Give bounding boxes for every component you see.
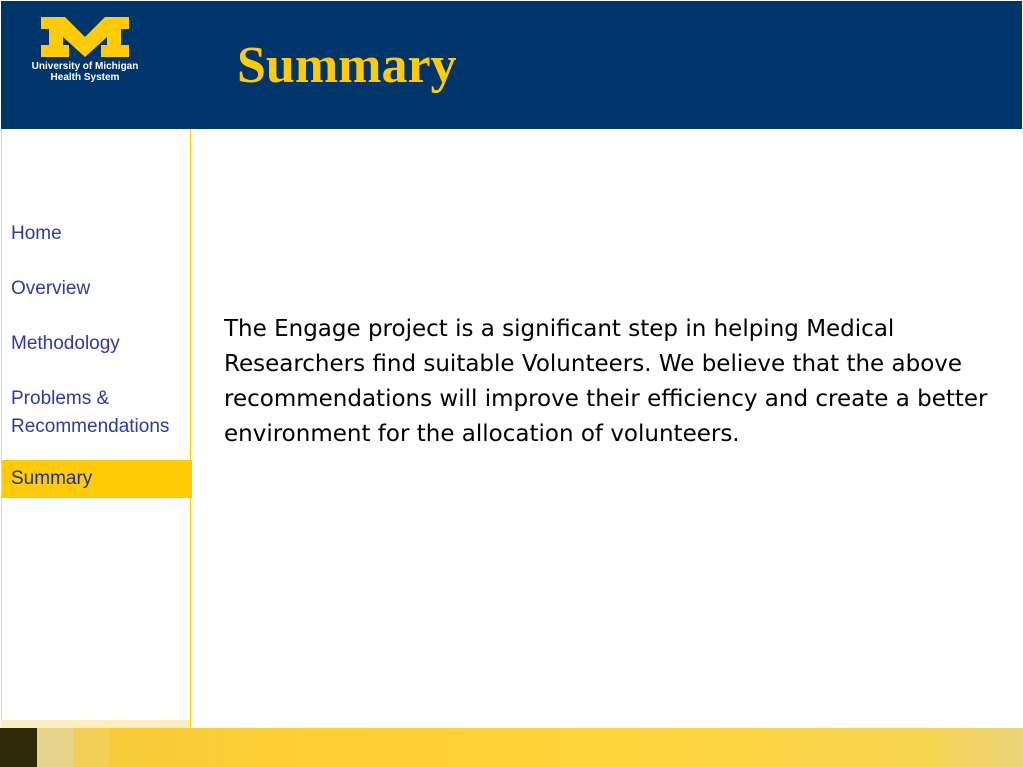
sidebar-item-overview[interactable]: Overview xyxy=(11,278,91,299)
logo-line-1: University of Michigan xyxy=(31,61,139,72)
footer-block-light xyxy=(37,728,73,767)
footer-block-mid xyxy=(73,728,109,767)
footer-bar xyxy=(0,728,1023,767)
university-logo xyxy=(15,15,155,95)
sidebar-footer-strip xyxy=(1,720,189,728)
sidebar-item-methodology[interactable]: Methodology xyxy=(11,333,120,354)
footer-block-dark xyxy=(0,728,37,767)
sidebar-item-home[interactable]: Home xyxy=(11,223,62,244)
block-m-logo-icon xyxy=(37,15,133,59)
summary-text: The Engage project is a significant step in helping Medical Researchers find suitable Volunteers. We believe that the above recommendations will improve their efficiency and create a better environment for the allocation of volunteers. xyxy=(224,316,988,447)
logo-caption xyxy=(15,61,155,83)
sidebar xyxy=(1,129,191,727)
header-banner xyxy=(1,1,1022,129)
page-title: Summary xyxy=(237,37,457,94)
logo-line-2: Health System xyxy=(50,72,120,83)
sidebar-item-summary[interactable]: Summary xyxy=(2,460,192,498)
sidebar-item-problems-recommendations[interactable]: Problems & Recommendations xyxy=(11,388,170,437)
